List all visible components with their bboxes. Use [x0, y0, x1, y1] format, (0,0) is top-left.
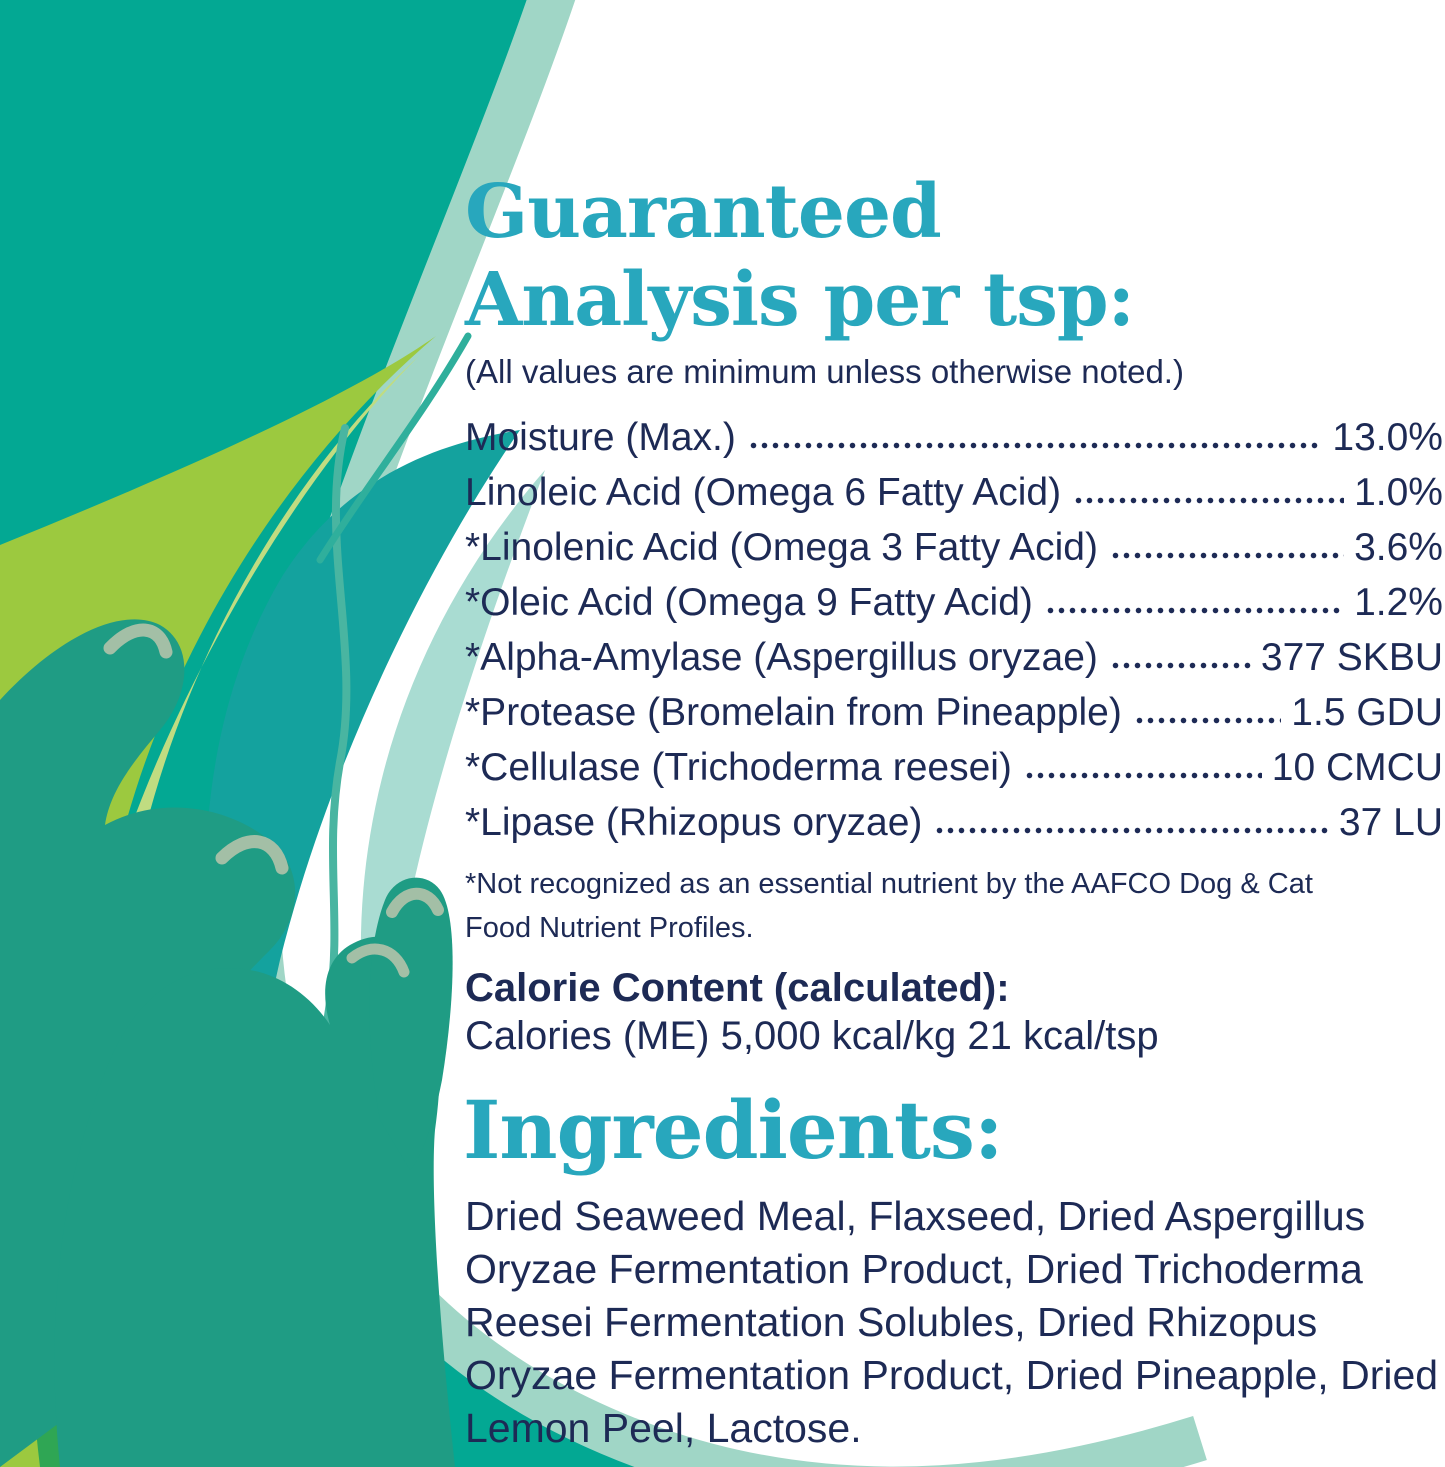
analysis-subtitle: (All values are minimum unless otherwise noted.) — [465, 353, 1184, 390]
dot-leader — [1110, 552, 1344, 559]
dot-leader — [934, 827, 1329, 834]
title-line-1: Guaranteed — [465, 169, 941, 255]
analysis-row-value: 3.6% — [1354, 525, 1443, 569]
analysis-row-label: *Alpha-Amylase (Aspergillus oryzae) — [465, 635, 1098, 679]
analysis-row-value: 37 LU — [1338, 800, 1443, 844]
analysis-row — [465, 795, 1443, 850]
analysis-row-label: Moisture (Max.) — [465, 415, 736, 459]
analysis-row — [465, 740, 1443, 795]
calorie-content-value: Calories (ME) 5,000 kcal/kg 21 kcal/tsp — [465, 1014, 1159, 1058]
dot-leader — [1134, 717, 1281, 724]
analysis-row-label: *Protease (Bromelain from Pineapple) — [465, 690, 1122, 734]
analysis-row-label: *Linolenic Acid (Omega 3 Fatty Acid) — [465, 525, 1098, 569]
dot-leader — [1110, 662, 1251, 669]
aafco-footnote: *Not recognized as an essential nutrient by the AAFCO Dog & Cat Food Nutrient Profiles. — [465, 868, 1313, 944]
guaranteed-analysis-title — [465, 168, 1134, 344]
analysis-row-value: 1.2% — [1354, 580, 1443, 624]
analysis-row-label: *Oleic Acid (Omega 9 Fatty Acid) — [465, 580, 1033, 624]
analysis-row-value: 377 SKBU — [1260, 635, 1443, 679]
analysis-row-value: 13.0% — [1332, 415, 1443, 459]
analysis-row — [465, 630, 1443, 685]
analysis-row — [465, 465, 1443, 520]
analysis-row-label: Linoleic Acid (Omega 6 Fatty Acid) — [465, 470, 1062, 514]
analysis-row — [465, 575, 1443, 630]
analysis-row — [465, 685, 1443, 740]
analysis-row-value: 10 CMCU — [1271, 745, 1443, 789]
title-line-2: Analysis per tsp: — [465, 257, 1134, 343]
analysis-row-value: 1.0% — [1354, 470, 1443, 514]
analysis-row-label: *Cellulase (Trichoderma reesei) — [465, 745, 1012, 789]
analysis-table — [465, 410, 1443, 850]
analysis-row — [465, 410, 1443, 465]
analysis-row-value: 1.5 GDU — [1291, 690, 1443, 734]
dot-leader — [1045, 607, 1344, 614]
analysis-row-label: *Lipase (Rhizopus oryzae) — [465, 800, 923, 844]
dot-leader — [748, 442, 1323, 449]
ingredients-list: Dried Seaweed Meal, Flaxseed, Dried Aspergillus Oryzae Fermentation Product, Dried Trichoderma Reesei Fermentation Solubles, Dried Rhizopus Oryzae Fermentation Product, Dried Pineapple, Dried Lemon Peel, Lactose. — [465, 1193, 1439, 1451]
dot-leader — [1073, 497, 1344, 504]
analysis-row — [465, 520, 1443, 575]
calorie-content-heading: Calorie Content (calculated): — [465, 966, 1010, 1010]
ingredients-heading: Ingredients: — [463, 1083, 1003, 1177]
dot-leader — [1024, 772, 1262, 779]
